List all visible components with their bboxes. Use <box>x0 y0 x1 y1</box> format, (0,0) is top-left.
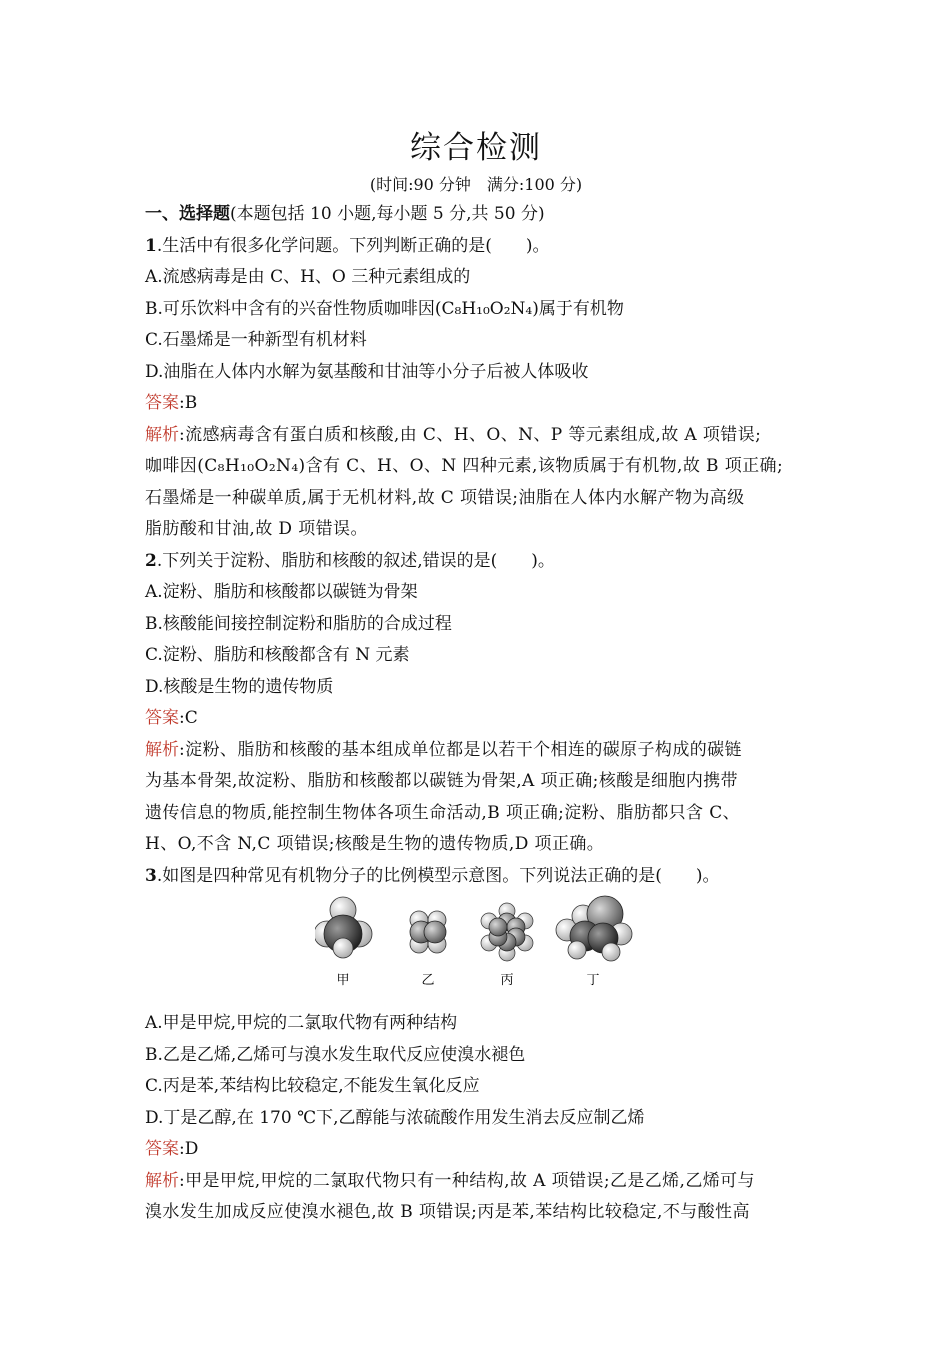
q2-analysis-line <box>145 735 825 767</box>
q3-answer <box>145 1134 825 1166</box>
analysis-text: :流感病毒含有蛋白质和核酸,由 C、H、O、N、P 等元素组成,故 A 项错误; <box>179 424 762 445</box>
analysis-label: 解析 <box>145 424 179 445</box>
answer-label: 答案 <box>145 393 179 413</box>
molecule-label-ding: 丁 <box>586 973 600 988</box>
q2-analysis-line: 遗传信息的物质,能控制生物体各项生命活动,B 项正确;淀粉、脂肪都只含 C、 <box>145 802 741 823</box>
q1-analysis-line: 石墨烯是一种碳单质,属于无机材料,故 C 项错误;油脂在人体内水解产物为高级 <box>145 487 745 508</box>
q1-option-c: C.石墨烯是一种新型有机材料 <box>145 330 367 350</box>
question-number: 1 <box>145 235 157 256</box>
answer-label: 答案 <box>145 1139 179 1159</box>
question-number: 2 <box>145 550 157 571</box>
question-1-stem <box>145 231 825 263</box>
answer-value: :B <box>179 393 198 413</box>
analysis-text: :淀粉、脂肪和核酸的基本组成单位都是以若干个相连的碳原子构成的碳链 <box>179 739 742 760</box>
molecule-models-svg <box>315 894 635 998</box>
q1-option-a: A.流感病毒是由 C、H、O 三种元素组成的 <box>145 267 471 287</box>
question-3-stem <box>145 861 825 893</box>
question-text: .下列关于淀粉、脂肪和核酸的叙述,错误的是( )。 <box>156 550 555 571</box>
answer-value: :C <box>179 708 198 728</box>
q3-option-c: C.丙是苯,苯结构比较稳定,不能发生氧化反应 <box>145 1076 480 1096</box>
exam-info: (时间:90 分钟 满分:100 分) <box>369 175 583 194</box>
benzene-model <box>481 903 533 961</box>
section-note: (本题包括 10 小题,每小题 5 分,共 50 分) <box>230 204 545 224</box>
question-2-stem <box>145 546 825 578</box>
molecule-label-bing: 丙 <box>500 973 514 988</box>
q3-analysis-line <box>145 1166 825 1198</box>
content <box>145 199 825 1229</box>
q3-analysis-line: 溴水发生加成反应使溴水褪色,故 B 项错误;丙是苯,苯结构比较稳定,不与酸性高 <box>145 1202 750 1222</box>
ethylene-model <box>410 911 446 953</box>
q1-answer <box>145 388 825 420</box>
answer-value: :D <box>179 1139 199 1159</box>
question-text: .如图是四种常见有机物分子的比例模型示意图。下列说法正确的是( )。 <box>156 865 720 886</box>
q2-option-d: D.核酸是生物的遗传物质 <box>145 676 334 697</box>
analysis-text: :甲是甲烷,甲烷的二氯取代物只有一种结构,故 A 项错误;乙是乙烯,乙烯可与 <box>179 1170 755 1191</box>
q3-option-b: B.乙是乙烯,乙烯可与溴水发生取代反应使溴水褪色 <box>145 1044 526 1065</box>
q1-analysis-line: 咖啡因(C₈H₁₀O₂N₄)含有 C、H、O、N 四种元素,该物质属于有机物,故 B 项正确; <box>145 456 784 476</box>
q1-analysis-line: 脂肪酸和甘油,故 D 项错误。 <box>145 519 368 539</box>
q3-option-a: A.甲是甲烷,甲烷的二氯取代物有两种结构 <box>145 1013 458 1033</box>
answer-label: 答案 <box>145 708 179 728</box>
page-title: 综合检测 <box>410 130 542 166</box>
section-label: 一、选择题 <box>145 204 230 224</box>
question-number: 3 <box>145 865 157 886</box>
molecule-label-jia: 甲 <box>336 973 350 988</box>
q2-option-c: C.淀粉、脂肪和核酸都含有 N 元素 <box>145 645 410 665</box>
molecule-label-yi: 乙 <box>421 973 435 988</box>
section-header <box>145 199 825 231</box>
analysis-label: 解析 <box>145 739 179 760</box>
q2-answer <box>145 703 825 735</box>
analysis-label: 解析 <box>145 1170 179 1191</box>
q2-analysis-line: H、O,不含 N,C 项错误;核酸是生物的遗传物质,D 项正确。 <box>145 834 605 854</box>
q2-option-a: A.淀粉、脂肪和核酸都以碳链为骨架 <box>145 582 418 602</box>
q2-analysis-line: 为基本骨架,故淀粉、脂肪和核酸都以碳链为骨架,A 项正确;核酸是细胞内携带 <box>145 771 739 791</box>
methane-model <box>315 897 372 958</box>
q1-option-b: B.可乐饮料中含有的兴奋性物质咖啡因(C₈H₁₀O₂N₄)属于有机物 <box>145 298 624 319</box>
q1-option-d: D.油脂在人体内水解为氨基酸和甘油等小分子后被人体吸收 <box>145 361 589 382</box>
q3-option-d: D.丁是乙醇,在 170 ℃下,乙醇能与浓硫酸作用发生消去反应制乙烯 <box>145 1107 645 1128</box>
q1-analysis-line <box>145 420 825 452</box>
ethanol-model <box>556 896 632 961</box>
molecule-models-figure <box>145 894 825 1004</box>
q2-option-b: B.核酸能间接控制淀粉和脂肪的合成过程 <box>145 613 452 634</box>
question-text: .生活中有很多化学问题。下列判断正确的是( )。 <box>156 235 550 256</box>
